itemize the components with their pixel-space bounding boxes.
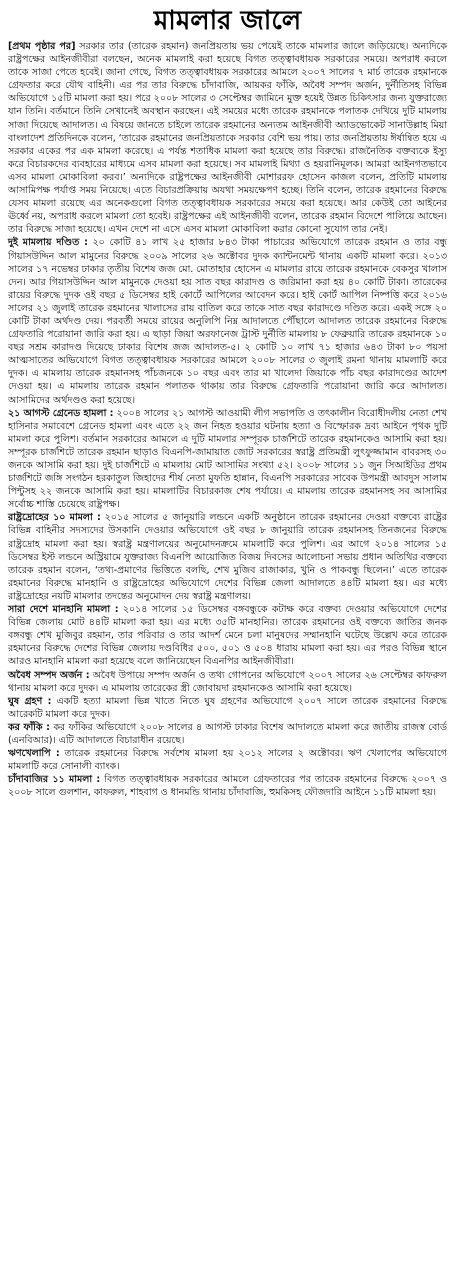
paragraph-text: সরকার তার (তারেক রহমান) জনপ্রিয়তায় ভয় পেয়েই তাকে মামলার জালে জড়িয়েছে। অন্যদিকে রাষ্ট্রপক্ষের আইনজীবীরা বলছেন, অনেক মামলাই করা হয়েছে বিগত তত্ত্বাবধায়ক সরকারের সময়ে। অপরাধ করলে তাকে সাজা পেতে হবেই। জানা গেছে, বিগত তত্ত্বাবধায়ক সরকারের আমলে ২০০৭ সালের ৭ মার্চ তারেক রহমানকে গ্রেফতার করে যৌথ বাহিনী। এর পর তার বিরুদ্ধে চাঁদাবাজি, আয়কর ফাঁকি, অবৈধ সম্পদ অর্জন, দুর্নীতিসহ বিভিন্ন অভিযোগে ১৫টি মামলা করা হয়। পরে ২০০৮ সালের ৩ সেপ্টেম্বর জামিনে মুক্ত হয়েই উন্নত চিকিৎসার জন্য যুক্তরাজ্যে যান তিনি। বর্তমানে তিনি সেখানেই অবস্থান করছেন। এই সময়ের মধ্যে তারেক রহমানকে পলাতক দেখিয়ে দুটি মামলায় সাজা দিয়েছে আদালত। এ বিষয়ে জানতে চাইলে তারেক রহমানের অন্যতম আইনজীবী অ্যাডভোকেট সানাউল্লাহ মিয়া বাংলাদেশ প্রতিদিনকে বলেন, ‘তারেক রহমানের জনপ্রিয়তাকে সরকার বেশি ভয় পায়। তার জনপ্রিয়তায় ঈর্ষান্বিত হয়ে এ সরকার একের পর এক মামলা করেছে। এ পর্যন্ত শতাধিক মামলা করা হয়েছে তার বিরুদ্ধে। রাজনৈতিক বক্তব্যকে ইস্যু করে বিচারকদের ব্যবহারের মাধ্যমে এসব মামলা করা হয়েছে। সব মামলাই মিথ্যা ও হয়রানিমূলক। আমরা আইনগতভাবে এসব মামলা মোকাবিলা করব।’ অন্যদিকে রাষ্ট্রপক্ষের আইনজীবী মোশাররফ হোসেন কাজল বলেন, প্রতিটি মামলায় আসামিপক্ষ পর্যাপ্ত সময় নিয়েছে। এতে বিচারপ্রক্রিয়ায় অযথা সময়ক্ষেপণ হচ্ছে। তিনি বলেন, তারেক রহমানের বিরুদ্ধে যেসব মামলা রয়েছে এর অনেকগুলো বিগত তত্ত্বাবধায়ক সরকারের সময়ে করা হয়েছে। আর কেউই তো আইনের ঊর্ধ্বে নয়, অপরাধ করলে মামলা তো হবেই। রাষ্ট্রপক্ষের এই আইনজীবী বলেন, তারেক রহমান বিদেশে পালিয়ে আছেন। তার বিরুদ্ধে সাজা হয়েছে। এখন দেশে না এসে এসব মামলা মোকাবিলা করার কোনো সুযোগ তার নেই। (8, 41, 448, 236)
article-paragraph-tax-evasion (8, 721, 447, 747)
paragraph-heading: সারা দেশে মানহানি মামলা : (8, 604, 119, 616)
paragraph-heading: চাঁদাবাজির ১১ মামলা : (8, 774, 101, 786)
article-paragraph-bribery (8, 695, 447, 721)
paragraph-heading: ঘুষ গ্রহণ : (8, 695, 52, 707)
paragraph-heading: [প্রথম পৃষ্ঠার পর] (8, 41, 76, 52)
paragraph-text: তারেক রহমানের বিরুদ্ধে সর্বশেষ মামলা হয় ২০১২ সালের ২ অক্টোবর। ঋণ খেলাপের অভিযোগে মামলাটি করে সোনালী ব্যাংক। (8, 748, 447, 773)
paragraph-text: ২০১৪ সালের ১৫ ডিসেম্বর বঙ্গবন্ধুকে কটাক্ষ করে বক্তব্য দেওয়ার অভিযোগে দেশের বিভিন্ন জেলায় মোট ৪৪টি মামলা করা হয়। এর মধ্যে ৩৫টি মানহানির। তারেক রহমানের ওই বক্তব্যে জাতির জনক বঙ্গবন্ধু শেখ মুজিবুর রহমান, তার পরিবার ও তার আদর্শ মেনে চলা মানুষদের সম্মানহানি ঘটেছে উল্লেখ করে তারেক রহমানের বিরুদ্ধে দেশের বিভিন্ন জেলায় দণ্ডবিধির ৫০০, ৫০১ ও ৫০৪ ধারায় মামলা করা হয়। এর পরও বিভিন্ন স্থানে আরও মানহানি মামলা করা হয়েছে বলে জানিয়েছেন বিএনপির আইনজীবীরা। (8, 604, 447, 668)
paragraph-heading: রাষ্ট্রদ্রোহের ১০ মামলা : (8, 512, 101, 524)
article-paragraph-loan-default (8, 747, 447, 773)
paragraph-heading: কর ফাঁকি : (8, 721, 50, 733)
article-paragraph-intro (8, 40, 447, 236)
paragraph-heading: ২১ আগস্ট গ্রেনেড হামলা : (8, 407, 114, 419)
article-paragraph-grenade-attack (8, 407, 447, 512)
article-paragraph-two-cases-convicted (8, 236, 447, 406)
paragraph-text: ২০১৫ সালের ৫ জানুয়ারি লন্ডনে একটি অনুষ্ঠানে তারেক রহমানের দেওয়া বক্তব্যে রাষ্ট্রের বিভিন্ন বাহিনীর সদস্যদের উসকানি দেওয়ার অভিযোগে ওই বছর ৮ জানুয়ারি তারেক রহমানসহ তিনজনের বিরুদ্ধে রাষ্ট্রদ্রোহ মামলা করা হয়। স্বরাষ্ট্র মন্ত্রণালয়ের অনুমোদনক্রমে মামলাটি করে পুলিশ। এর আগে ২০১৪ সালের ১৫ ডিসেম্বর ইস্ট লন্ডনে অস্ট্রিয়ামে যুক্তরাজ্য বিএনপি আয়োজিত বিজয় দিবসের আলোচনা সভায় প্রধান অতিথির বক্তব্যে তারেক রহমান বলেন, ‘তথ্য-প্রমাণের ভিত্তিতে বলছি, শেখ মুজিব রাজাকার, খুনি ও পাকবন্ধু ছিলেন।’ এতে তারেক রহমানের বিরুদ্ধে মানহানি ও রাষ্ট্রদ্রোহের অভিযোগে দেশের বিভিন্ন জেলা আদালতে ৪৪টি মামলা হয়। এর মধ্যে রাষ্ট্রদ্রোহের নয়টি মামলার তদন্তের অনুমোদন দেয় স্বরাষ্ট্র মন্ত্রণালয়। (8, 512, 447, 602)
paragraph-heading: অবৈধ সম্পদ অর্জন : (8, 669, 90, 681)
paragraph-text: ২০ কোটি ৪১ লাখ ২৫ হাজার ৮৪৩ টাকা পাচারের অভিযোগে তারেক রহমান ও তার বন্ধু গিয়াসউদ্দিন আল মামুনের বিরুদ্ধে ২০০৯ সালের ২৬ অক্টোবর দুদক ক্যান্টনমেন্ট থানায় একটি মামলা করে। ২০১৩ সালের ১৭ নভেম্বর ঢাকার তৃতীয় বিশেষ জজ মো. মোতাহার হোসেন এ মামলার রায়ে তারেক রহমানকে বেকসুর খালাস দেন। আর গিয়াসউদ্দিন আল মামুনকে দেওয়া হয় সাত বছর কারাদণ্ড ও জরিমানা করা হয় ৪০ কোটি টাকা। তারেকের রায়ের বিরুদ্ধে দুদক ওই বছর ৫ ডিসেম্বর হাই কোর্টে আপিলের আবেদন করে। হাই কোর্ট আপিল নিষ্পত্তি করে ২০১৬ সালের ২১ জুলাই তারেক রহমানের খালাসের রায় বাতিল করে তাকে সাত বছর কারাদণ্ডে দণ্ডিত করে। একই সঙ্গে ২০ কোটি টাকা অর্থদণ্ড দেয়। পরবর্তী সময়ে রায়ের অনুলিপি নিম্ন আদালতে পৌঁছালে আদালত তারেক রহমানের বিরুদ্ধে গ্রেফতারি পরোয়ানা জারি করা হয়। এ ছাড়া জিয়া অরফানেজ ট্রাস্ট দুর্নীতি মামলায় ৮ ফেব্রুয়ারি তারেক রহমানকে ১০ বছর সশ্রম কারাদণ্ড দিয়েছে ঢাকার বিশেষ জজ আদালত-৫। ২ কোটি ১০ লাখ ৭১ হাজার ৬৪৩ টাকা ৮০ পয়সা আত্মসাতের অভিযোগে বিগত তত্ত্বাবধায়ক সরকারের আমলে ২০০৮ সালের ৩ জুলাই রমনা থানায় মামলাটি করে দুদক। এ মামলায় তারেক রহমানসহ পাঁচজনকে ১০ বছর এবং তার মা খালেদা জিয়াকে পাঁচ বছর কারাদণ্ডের আদেশ দেওয়া হয়। এ মামলায় তারেক রহমান পলাতক থাকায় তার বিরুদ্ধে গ্রেফতারি পরোয়ানা জারি করে আদালত। আসামিদের অর্থদণ্ডও করা হয়েছে। (8, 237, 447, 406)
article-paragraph-illegal-wealth (8, 669, 447, 695)
paragraph-heading: ঋণখেলাপি : (8, 748, 60, 760)
article-headline: মামলার জালে (153, 6, 302, 36)
paragraph-text: ২০০৪ সালের ২১ আগস্ট আওয়ামী লীগ সভাপতি ও তৎকালীন বিরোধীদলীয় নেতা শেখ হাসিনার সমাবেশে গ্রেনেড হামলা এবং এতে ২২ জন নিহত হওয়ার ঘটনায় হত্যা ও বিস্ফোরক দ্রব্য আইনে পৃথক দুটি মামলা করে পুলিশ। বর্তমান সরকারের আমলে এ দুটি মামলার সম্পূরক চার্জশিটে তারেক রহমানকেও আসামি করা হয়। সম্পূরক চার্জশিটে তারেক রহমান ছাড়াও বিএনপি-জামায়াত জোট সরকারের স্বরাষ্ট্র প্রতিমন্ত্রী লুৎফুজ্জামান বাবরসহ ৩০ জনকে আসামি করা হয়। দুই চার্জশিটে এ মামলায় মোট আসামির সংখ্যা ৫২। ২০০৮ সালের ১১ জুন সিআইডির প্রথম চার্জশিটে জঙ্গি সংগঠন হরকাতুল জিহাদের শীর্ষ নেতা মুফতি হান্নান, বিএনপি সরকারের সাবেক উপমন্ত্রী আবদুস সালাম পিন্টুসহ ২২ জনকে আসামি করা হয়। মামলাটির বিচারকাজ শেষ পর্যায়ে। এ মামলায় তারেক রহমানসহ সব আসামির সর্বোচ্চ শাস্তি চেয়েছে রাষ্ট্রপক্ষ। (8, 407, 447, 511)
paragraph-text: অবৈধ উপায়ে সম্পদ অর্জন ও তথ্য গোপনের অভিযোগে ২০০৭ সালের ২৬ সেপ্টেম্বর কাফরুল থানায় মামলা করে দুদক। এ মামলায় তারেকের স্ত্রী জোবায়দা রহমানকেও আসামি করা হয়েছে। (8, 669, 447, 694)
paragraph-heading: দুই মামলায় দণ্ডিত : (8, 237, 88, 249)
paragraph-text: একটি হত্যা মামলা ভিন্ন খাতে নিতে ঘুষ গ্রহণের অভিযোগে ২০০৭ সালে তারেক রহমানের বিরুদ্ধে আরেকটি মামলা করে দুদক। (8, 695, 447, 720)
paragraph-text: কর ফাঁকির অভিযোগে ২০০৮ সালের ৪ আগস্ট ঢাকার বিশেষ আদালতে মামলা করে জাতীয় রাজস্ব বোর্ড (এনবিআর)। এটি আদালতে বিচারাধীন রয়েছে। (8, 721, 447, 746)
article-paragraph-sedition-cases (8, 511, 447, 603)
article-paragraph-defamation-cases (8, 603, 447, 668)
paragraph-text: বিগত তত্ত্বাবধায়ক সরকারের আমলে গ্রেফতারের পর তারেক রহমানের বিরুদ্ধে ২০০৭ ও ২০০৮ সালে গুলশান, কাফরুল, শাহবাগ ও ধানমন্ডি থানায় চাঁদাবাজি, হুমকিসহ ফৌজদারি আইনে ১১টি মামলা হয়। (8, 774, 447, 799)
article-paragraph-extortion-cases (8, 773, 447, 799)
